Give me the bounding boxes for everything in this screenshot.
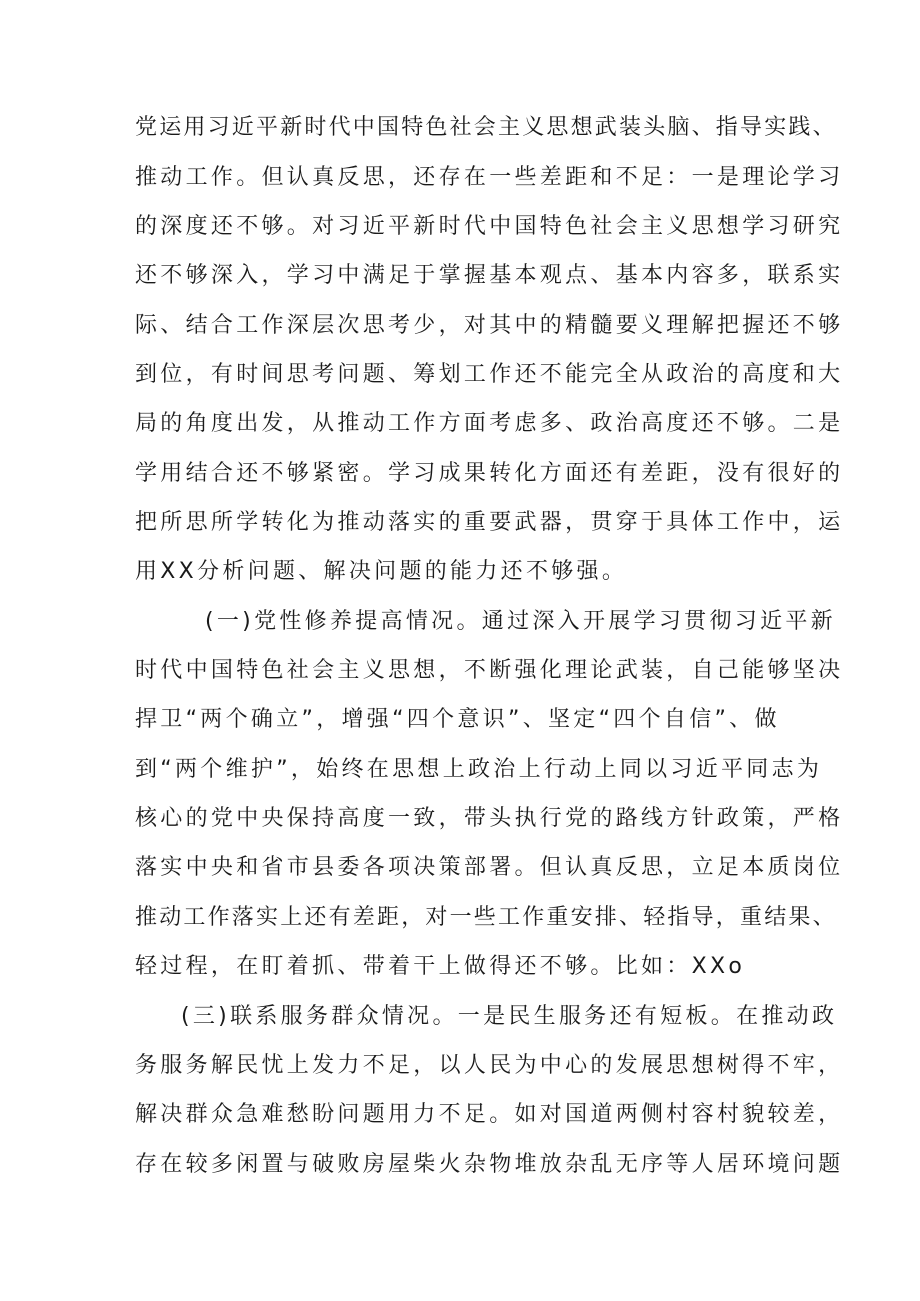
paragraph-2-line-8: 轻过程，在盯着抓、带着干上做得还不够。比如：XXo [135, 954, 746, 979]
paragraph-2-line-2: 时代中国特色社会主义思想，不断强化理论武装，自己能够坚决 [135, 658, 844, 683]
paragraph-2-line-6: 落实中央和省市县委各项决策部署。但认真反思，立足本质岗位 [135, 855, 844, 880]
paragraph-1-line-1: 党运用习近平新时代中国特色社会主义思想武装头脑、指导实践、 [135, 115, 837, 140]
paragraph-2-line-3: 捍卫“两个确立”，增强“四个意识”、坚定“四个自信”、做 [135, 707, 780, 732]
paragraph-3-line-4: 存在较多闲置与破败房屋柴火杂物堆放杂乱无序等人居环境问题 [135, 1152, 844, 1177]
paragraph-2-line-1: (一)党性修养提高情况。通过深入开展学习贯彻习近平新 [205, 609, 836, 634]
paragraph-1-line-3: 的深度还不够。对习近平新时代中国特色社会主义思想学习研究 [135, 214, 844, 239]
paragraph-3-line-2: 务服务解民忧上发力不足，以人民为中心的发展思想树得不牢， [135, 1053, 844, 1078]
paragraph-1-line-9: 把所思所学转化为推动落实的重要武器，贯穿于具体工作中，运 [135, 510, 844, 535]
paragraph-1-line-4: 还不够深入，学习中满足于掌握基本观点、基本内容多，联系实 [135, 263, 844, 288]
paragraph-1-line-6: 到位，有时间思考问题、筹划工作还不能完全从政治的高度和大 [135, 362, 844, 387]
paragraph-2-line-7: 推动工作落实上还有差距，对一些工作重安排、轻指导，重结果、 [135, 905, 837, 930]
paragraph-1-line-2: 推动工作。但认真反思，还存在一些差距和不足：一是理论学习 [135, 165, 844, 190]
paragraph-1-line-5: 际、结合工作深层次思考少，对其中的精髓要义理解把握还不够 [135, 313, 844, 338]
paragraph-1-line-8: 学用结合还不够紧密。学习成果转化方面还有差距，没有很好的 [135, 461, 844, 486]
paragraph-1-line-7: 局的角度出发，从推动工作方面考虑多、政治高度还不够。二是 [135, 411, 844, 436]
paragraph-3-line-3: 解决群众急难愁盼问题用力不足。如对国道两侧村容村貌较差， [135, 1102, 844, 1127]
paragraph-2-line-5: 核心的党中央保持高度一致，带头执行党的路线方针政策，严格 [135, 806, 844, 831]
paragraph-3-line-1: (三)联系服务群众情况。一是民生服务还有短板。在推动政 [181, 1004, 838, 1029]
paragraph-2-line-4: 到“两个维护”，始终在思想上政治上行动上同以习近平同志为 [135, 757, 823, 782]
paragraph-1-line-10: 用XX分析问题、解决问题的能力还不够强。 [135, 559, 628, 584]
